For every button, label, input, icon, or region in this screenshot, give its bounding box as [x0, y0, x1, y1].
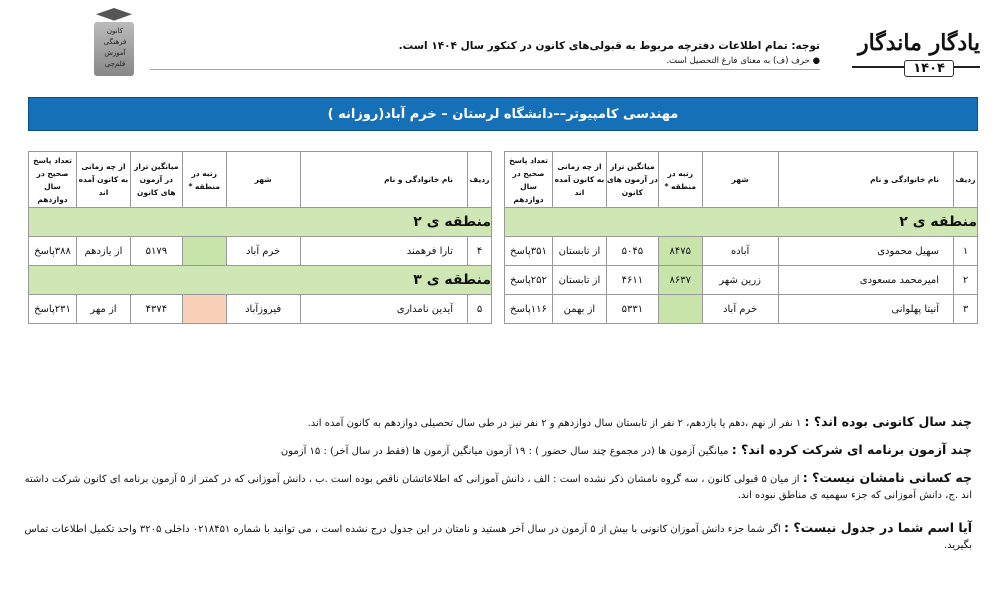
cell-avg: ۵۳۳۱ — [606, 295, 658, 324]
col-answers: تعداد پاسخ صحیح در سال دوازدهم — [505, 152, 553, 208]
cell-name: تارا فرهمند — [300, 237, 467, 266]
cell-city: آباده — [702, 237, 778, 266]
logo-line: فرهنگی — [103, 38, 127, 46]
cell-city: زرین شهر — [702, 266, 778, 295]
logo-line: قلم‌چی — [104, 60, 126, 68]
zone-label: منطقه ی ۲ — [505, 208, 978, 237]
right-results-table — [504, 151, 978, 324]
cell-row: ۴ — [468, 237, 492, 266]
cell-city: فیروزآباد — [226, 295, 300, 324]
cell-row: ۳ — [954, 295, 978, 324]
cell-rank: ۸۴۷۵ — [658, 237, 702, 266]
cell-rank: ۸۶۳۷ — [658, 266, 702, 295]
col-avg: میانگین تراز در آزمون های کانون — [606, 152, 658, 208]
info-question: چند سال کانونی بوده اند؟ : — [804, 414, 972, 429]
info-question: آیا اسم شما در جدول نیست؟ : — [784, 520, 972, 535]
info-q2 — [22, 442, 972, 460]
cell-name: امیرمحمد مسعودی — [778, 266, 954, 295]
col-city: شهر — [226, 152, 300, 208]
cell-since: از بهمن — [552, 295, 606, 324]
cell-avg: ۵۰۴۵ — [606, 237, 658, 266]
table-header-row — [505, 152, 978, 208]
cell-name: سهیل محمودی — [778, 237, 954, 266]
cell-name: آیدین نامداری — [300, 295, 467, 324]
table-row — [29, 237, 492, 266]
info-question: چه کسانی نامشان نیست؟ : — [802, 470, 972, 485]
zone-row — [29, 266, 492, 295]
left-results-table — [28, 151, 492, 324]
header-divider — [150, 69, 820, 70]
logo-line: آموزش — [104, 49, 126, 57]
col-row: ردیف — [468, 152, 492, 208]
col-city: شهر — [702, 152, 778, 208]
page-title: مهندسی کامپیوتر––دانشگاه لرستان – خرم آباد(روزانه ) — [28, 97, 978, 131]
info-answer: اگر شما جزء دانش آموزان کانونی با بیش از ۵ آزمون در سال آخر هستید و نامتان در این جدول درج نشده است ، می توانید با شماره ۰۲۱۸۴۵۱ داخلی ۳۲۰۵ واحد تکمیل اطلاعات تماس بگیرید. — [24, 524, 972, 551]
kanoon-logo — [84, 8, 144, 76]
cell-row: ۱ — [954, 237, 978, 266]
cell-rank — [658, 295, 702, 324]
header-notice: توجه: تمام اطلاعات دفترچه مربوط به قبولی‌های کانون در کنکور سال ۱۴۰۴ است. — [398, 40, 820, 52]
col-row: ردیف — [954, 152, 978, 208]
zone-label: منطقه ی ۳ — [29, 266, 492, 295]
col-rank: رتبه در منطقه * — [658, 152, 702, 208]
header-note: ● حرف (ف) به معنای فارغ التحصیل است. — [666, 56, 820, 66]
zone-label: منطقه ی ۲ — [29, 208, 492, 237]
cell-avg: ۴۶۱۱ — [606, 266, 658, 295]
cell-answers: ۳۸۸پاسخ — [29, 237, 77, 266]
table-row — [505, 295, 978, 324]
cell-since: از تابستان — [552, 266, 606, 295]
cell-avg: ۵۱۷۹ — [130, 237, 182, 266]
table-row — [505, 266, 978, 295]
cell-answers: ۲۵۲پاسخ — [505, 266, 553, 295]
info-answer: ۱ نفر از نهم ،دهم یا یازدهم، ۲ نفر از تابستان سال دوازدهم و ۲ نفر نیز در طی سال تحصیلی دوازدهم به کانون آمده اند. — [307, 418, 802, 429]
brand-name: یادگار ماندگار — [857, 30, 980, 56]
cell-row: ۲ — [954, 266, 978, 295]
page-header — [0, 0, 1000, 92]
info-q4 — [22, 520, 972, 554]
col-name: نام خانوادگی و نام — [778, 152, 954, 208]
cell-row: ۵ — [468, 295, 492, 324]
cell-answers: ۱۱۶پاسخ — [505, 295, 553, 324]
info-q1 — [22, 414, 972, 432]
cell-rank — [182, 295, 226, 324]
cell-city: خرم آباد — [226, 237, 300, 266]
cell-answers: ۲۳۱پاسخ — [29, 295, 77, 324]
cell-rank — [182, 237, 226, 266]
col-name: نام خانوادگی و نام — [300, 152, 467, 208]
col-since: از چه زمانی به کانون آمده اند — [552, 152, 606, 208]
table-row — [505, 237, 978, 266]
cell-answers: ۳۵۱پاسخ — [505, 237, 553, 266]
table-row — [29, 295, 492, 324]
zone-row — [505, 208, 978, 237]
info-answer: میانگین آزمون ها (در مجموع چند سال حضور ) : ۱۹ آزمون میانگین آزمون ها (فقط در سال آخر) : ۱۵ آزمون — [280, 446, 729, 457]
zone-row — [29, 208, 492, 237]
cell-city: خرم آباد — [702, 295, 778, 324]
info-answer: از میان ۵ قبولی کانون ، سه گروه نامشان ذکر نشده است : الف ، دانش آموزانی که اطلاعاتشان ناقص بوده است .ب ، دانش آموزانی که در کمتر از ۵ آزمون برنامه ای کانون شرکت داشته اند .ج، دانش آموزانی که جزء سهمیه ی مناطق نبوده اند. — [24, 474, 972, 501]
col-avg: میانگین تراز در آزمون های کانون — [130, 152, 182, 208]
logo-text — [98, 26, 132, 70]
cell-avg: ۴۳۷۴ — [130, 295, 182, 324]
brand-year: ۱۴۰۴ — [904, 60, 954, 77]
table-header-row — [29, 152, 492, 208]
col-rank: رتبه در منطقه * — [182, 152, 226, 208]
col-since: از چه زمانی به کانون آمده اند — [77, 152, 131, 208]
cell-since: از یازدهم — [77, 237, 131, 266]
info-q3 — [22, 470, 972, 504]
cell-name: آنیتا پهلوانی — [778, 295, 954, 324]
logo-line: کانون — [106, 27, 124, 35]
graduation-cap-icon — [96, 8, 132, 22]
info-question: چند آزمون برنامه ای شرکت کرده اند؟ : — [731, 442, 972, 457]
cell-since: از تابستان — [552, 237, 606, 266]
col-answers: تعداد پاسخ صحیح در سال دوازدهم — [29, 152, 77, 208]
brand-logo — [852, 30, 980, 78]
cell-since: از مهر — [77, 295, 131, 324]
